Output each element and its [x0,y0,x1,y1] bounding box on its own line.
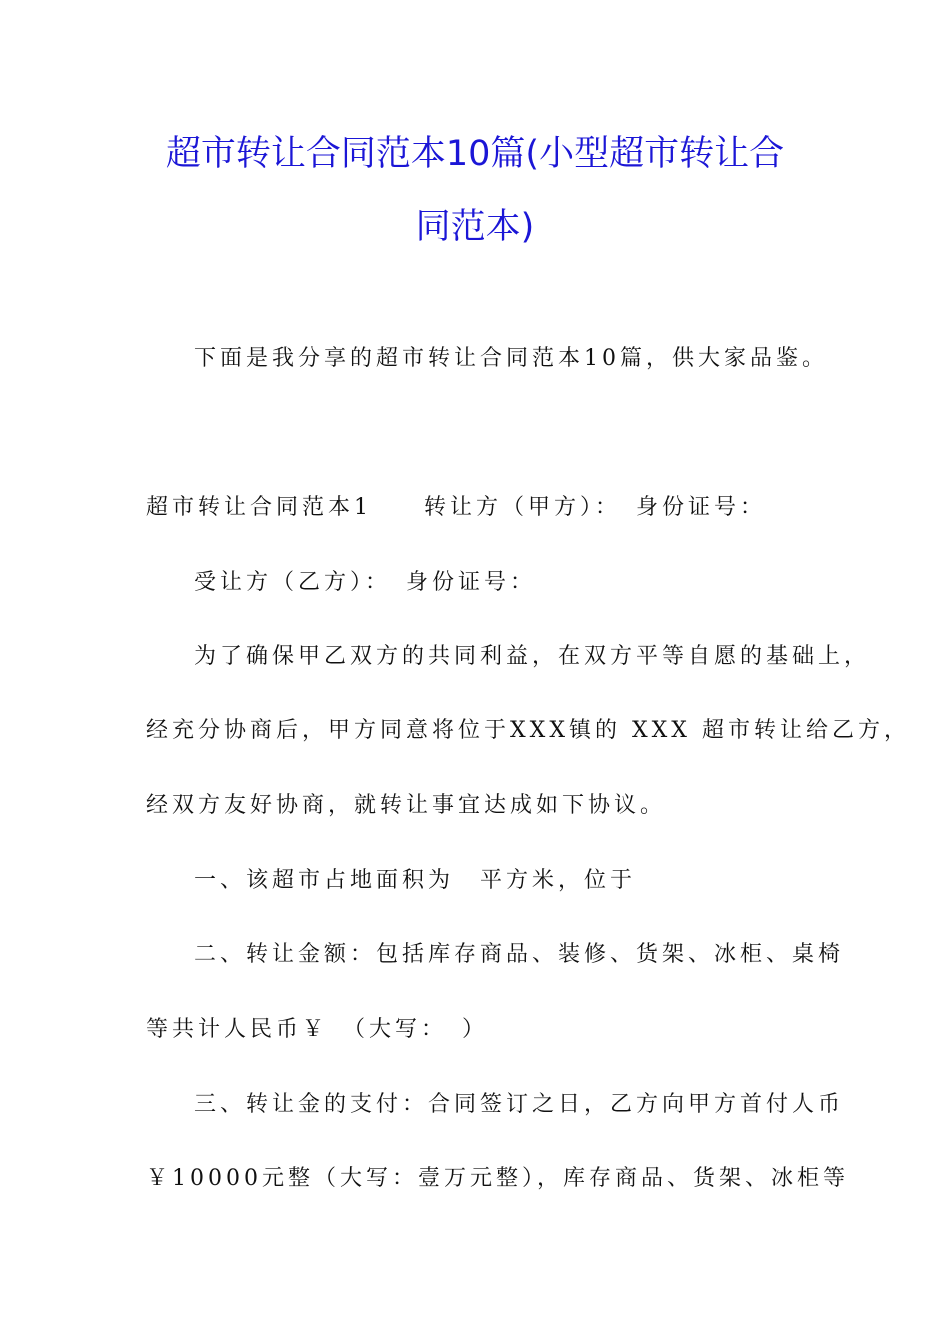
body-text-line: 经充分协商后，甲方同意将位于XXX镇的 XXX 超市转让给乙方， [146,718,910,743]
clause-2-line: 二、转让金额：包括库存商品、装修、货架、冰柜、桌椅 [194,942,845,967]
document-title-line-2: 同范本) [415,207,535,247]
transferee-line: 受让方（乙方）： 身份证号： [194,570,537,595]
body-text-line: 经双方友好协商，就转让事宜达成如下协议。 [146,793,667,818]
contract-heading-line: 超市转让合同范本1 转让方（甲方）： 身份证号： [146,495,766,520]
body-text-line: 为了确保甲乙双方的共同利益，在双方平等自愿的基础上， [194,644,871,669]
clause-1-line: 一、该超市占地面积为 平方米，位于 [194,868,637,893]
intro-paragraph: 下面是我分享的超市转让合同范本10篇，供大家品鉴。 [194,346,828,371]
clause-3-line: 三、转让金的支付：合同签订之日，乙方向甲方首付人币 [194,1092,845,1117]
clause-2-continuation: 等共计人民币￥ （大写： ） [146,1017,489,1042]
document-title-line-1: 超市转让合同范本10篇(小型超市转让合 [165,134,785,174]
clause-3-continuation: ￥10000元整（大写：壹万元整），库存商品、货架、冰柜等 [146,1166,849,1191]
